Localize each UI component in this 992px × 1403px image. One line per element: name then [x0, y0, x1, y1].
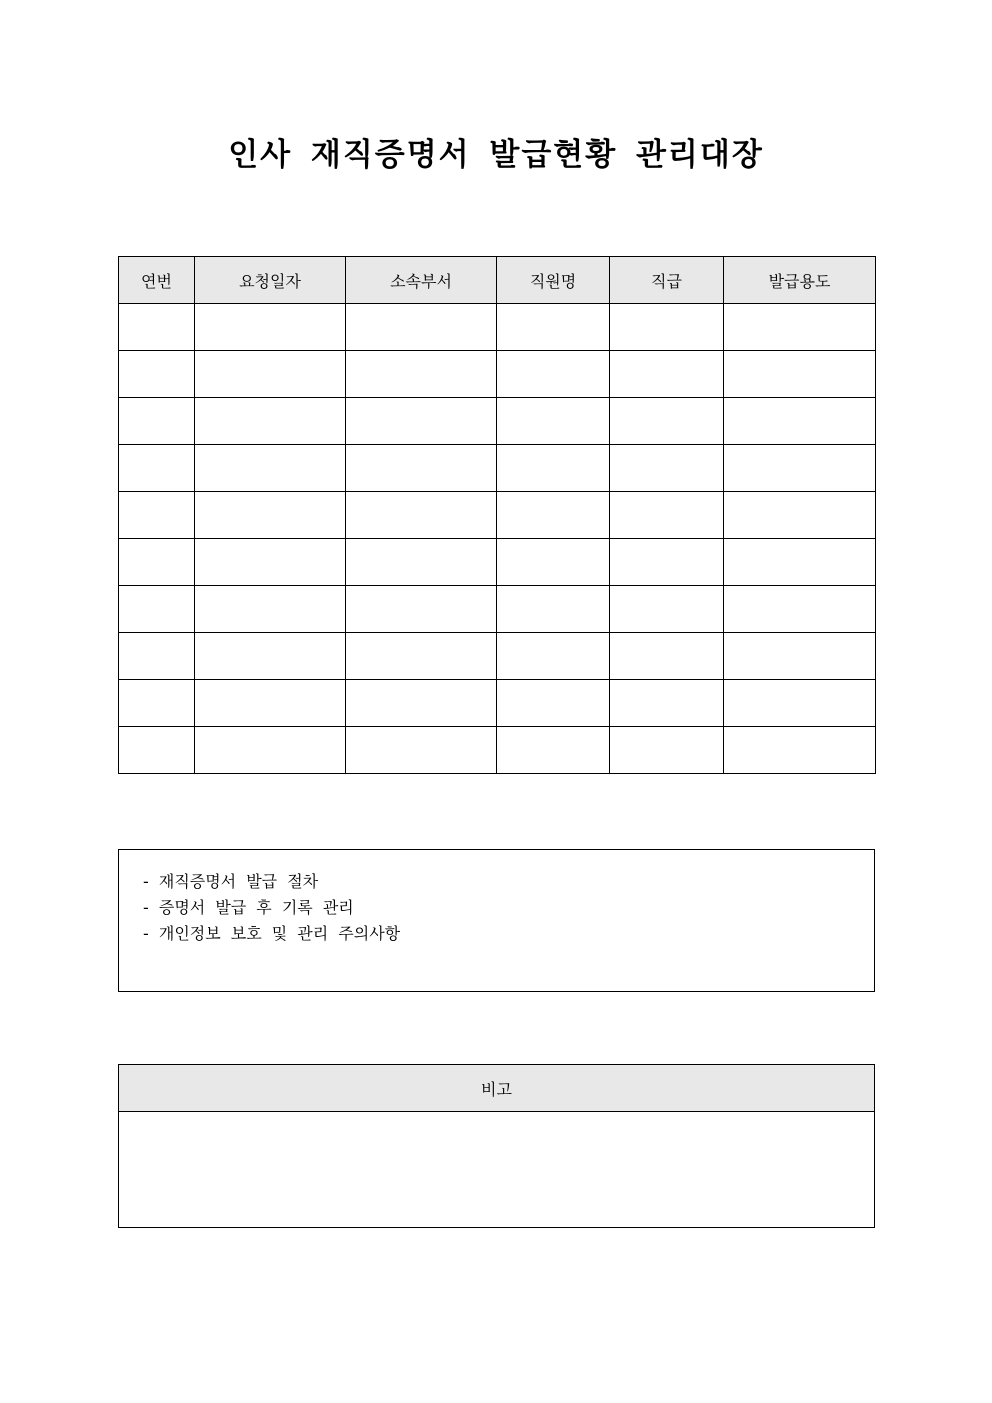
column-header-employee-name: 직원명: [497, 257, 610, 304]
table-cell-department[interactable]: [346, 492, 497, 539]
table-cell-request-date[interactable]: [195, 304, 346, 351]
table-row: [119, 304, 876, 351]
table-cell-request-date[interactable]: [195, 351, 346, 398]
table-cell-department[interactable]: [346, 398, 497, 445]
table-cell-employee-name[interactable]: [497, 445, 610, 492]
table-cell-serial-number[interactable]: [119, 398, 195, 445]
table-cell-employee-name[interactable]: [497, 398, 610, 445]
note-item: - 증명서 발급 후 기록 관리: [143, 898, 354, 917]
table-cell-department[interactable]: [346, 680, 497, 727]
table-cell-request-date[interactable]: [195, 398, 346, 445]
table-cell-purpose[interactable]: [724, 398, 876, 445]
table-cell-purpose[interactable]: [724, 304, 876, 351]
table-row: [119, 539, 876, 586]
note-item: - 개인정보 보호 및 관리 주의사항: [143, 924, 401, 943]
table-cell-purpose[interactable]: [724, 351, 876, 398]
table-row: [119, 398, 876, 445]
remarks-table: [118, 1064, 875, 1228]
remarks-content-cell[interactable]: [119, 1112, 875, 1228]
table-cell-request-date[interactable]: [195, 727, 346, 774]
table-cell-employee-name[interactable]: [497, 680, 610, 727]
page-title: 인사 재직증명서 발급현황 관리대장: [228, 137, 764, 173]
table-row: [119, 351, 876, 398]
table-cell-serial-number[interactable]: [119, 727, 195, 774]
table-cell-position[interactable]: [610, 539, 724, 586]
table-cell-purpose[interactable]: [724, 492, 876, 539]
column-header-position: 직급: [610, 257, 724, 304]
table-cell-serial-number[interactable]: [119, 445, 195, 492]
table-cell-serial-number[interactable]: [119, 304, 195, 351]
table-row: [119, 680, 876, 727]
table-cell-serial-number[interactable]: [119, 586, 195, 633]
table-row: [119, 586, 876, 633]
table-cell-serial-number[interactable]: [119, 633, 195, 680]
table-cell-request-date[interactable]: [195, 492, 346, 539]
table-cell-position[interactable]: [610, 304, 724, 351]
table-cell-position[interactable]: [610, 727, 724, 774]
table-cell-department[interactable]: [346, 304, 497, 351]
table-cell-employee-name[interactable]: [497, 492, 610, 539]
table-cell-employee-name[interactable]: [497, 539, 610, 586]
table-cell-department[interactable]: [346, 445, 497, 492]
table-cell-serial-number[interactable]: [119, 539, 195, 586]
table-cell-request-date[interactable]: [195, 680, 346, 727]
table-cell-position[interactable]: [610, 398, 724, 445]
issuance-register-table: [118, 256, 876, 774]
table-cell-department[interactable]: [346, 633, 497, 680]
table-cell-serial-number[interactable]: [119, 351, 195, 398]
table-cell-purpose[interactable]: [724, 586, 876, 633]
table-cell-request-date[interactable]: [195, 586, 346, 633]
remarks-header: 비고: [119, 1065, 875, 1112]
column-header-purpose: 발급용도: [724, 257, 876, 304]
table-cell-department[interactable]: [346, 539, 497, 586]
table-cell-request-date[interactable]: [195, 633, 346, 680]
table-cell-position[interactable]: [610, 351, 724, 398]
table-cell-serial-number[interactable]: [119, 680, 195, 727]
table-cell-position[interactable]: [610, 586, 724, 633]
column-header-department: 소속부서: [346, 257, 497, 304]
table-cell-position[interactable]: [610, 492, 724, 539]
table-cell-request-date[interactable]: [195, 539, 346, 586]
table-cell-employee-name[interactable]: [497, 586, 610, 633]
table-cell-purpose[interactable]: [724, 727, 876, 774]
table-cell-position[interactable]: [610, 445, 724, 492]
table-row: [119, 492, 876, 539]
table-cell-employee-name[interactable]: [497, 633, 610, 680]
table-row: [119, 633, 876, 680]
table-cell-employee-name[interactable]: [497, 304, 610, 351]
table-cell-employee-name[interactable]: [497, 727, 610, 774]
table-cell-department[interactable]: [346, 351, 497, 398]
note-item: - 재직증명서 발급 절차: [143, 872, 319, 891]
table-cell-purpose[interactable]: [724, 445, 876, 492]
column-header-serial-number: 연번: [119, 257, 195, 304]
table-header-row: [119, 257, 876, 304]
table-cell-position[interactable]: [610, 633, 724, 680]
table-row: [119, 445, 876, 492]
table-cell-serial-number[interactable]: [119, 492, 195, 539]
table-row: [119, 727, 876, 774]
notes-box: [118, 849, 875, 992]
table-cell-department[interactable]: [346, 586, 497, 633]
table-cell-employee-name[interactable]: [497, 351, 610, 398]
table-body: [119, 304, 876, 774]
table-cell-request-date[interactable]: [195, 445, 346, 492]
table-cell-department[interactable]: [346, 727, 497, 774]
column-header-request-date: 요청일자: [195, 257, 346, 304]
table-cell-position[interactable]: [610, 680, 724, 727]
table-cell-purpose[interactable]: [724, 633, 876, 680]
table-cell-purpose[interactable]: [724, 680, 876, 727]
notes-list: [119, 850, 874, 947]
table-cell-purpose[interactable]: [724, 539, 876, 586]
